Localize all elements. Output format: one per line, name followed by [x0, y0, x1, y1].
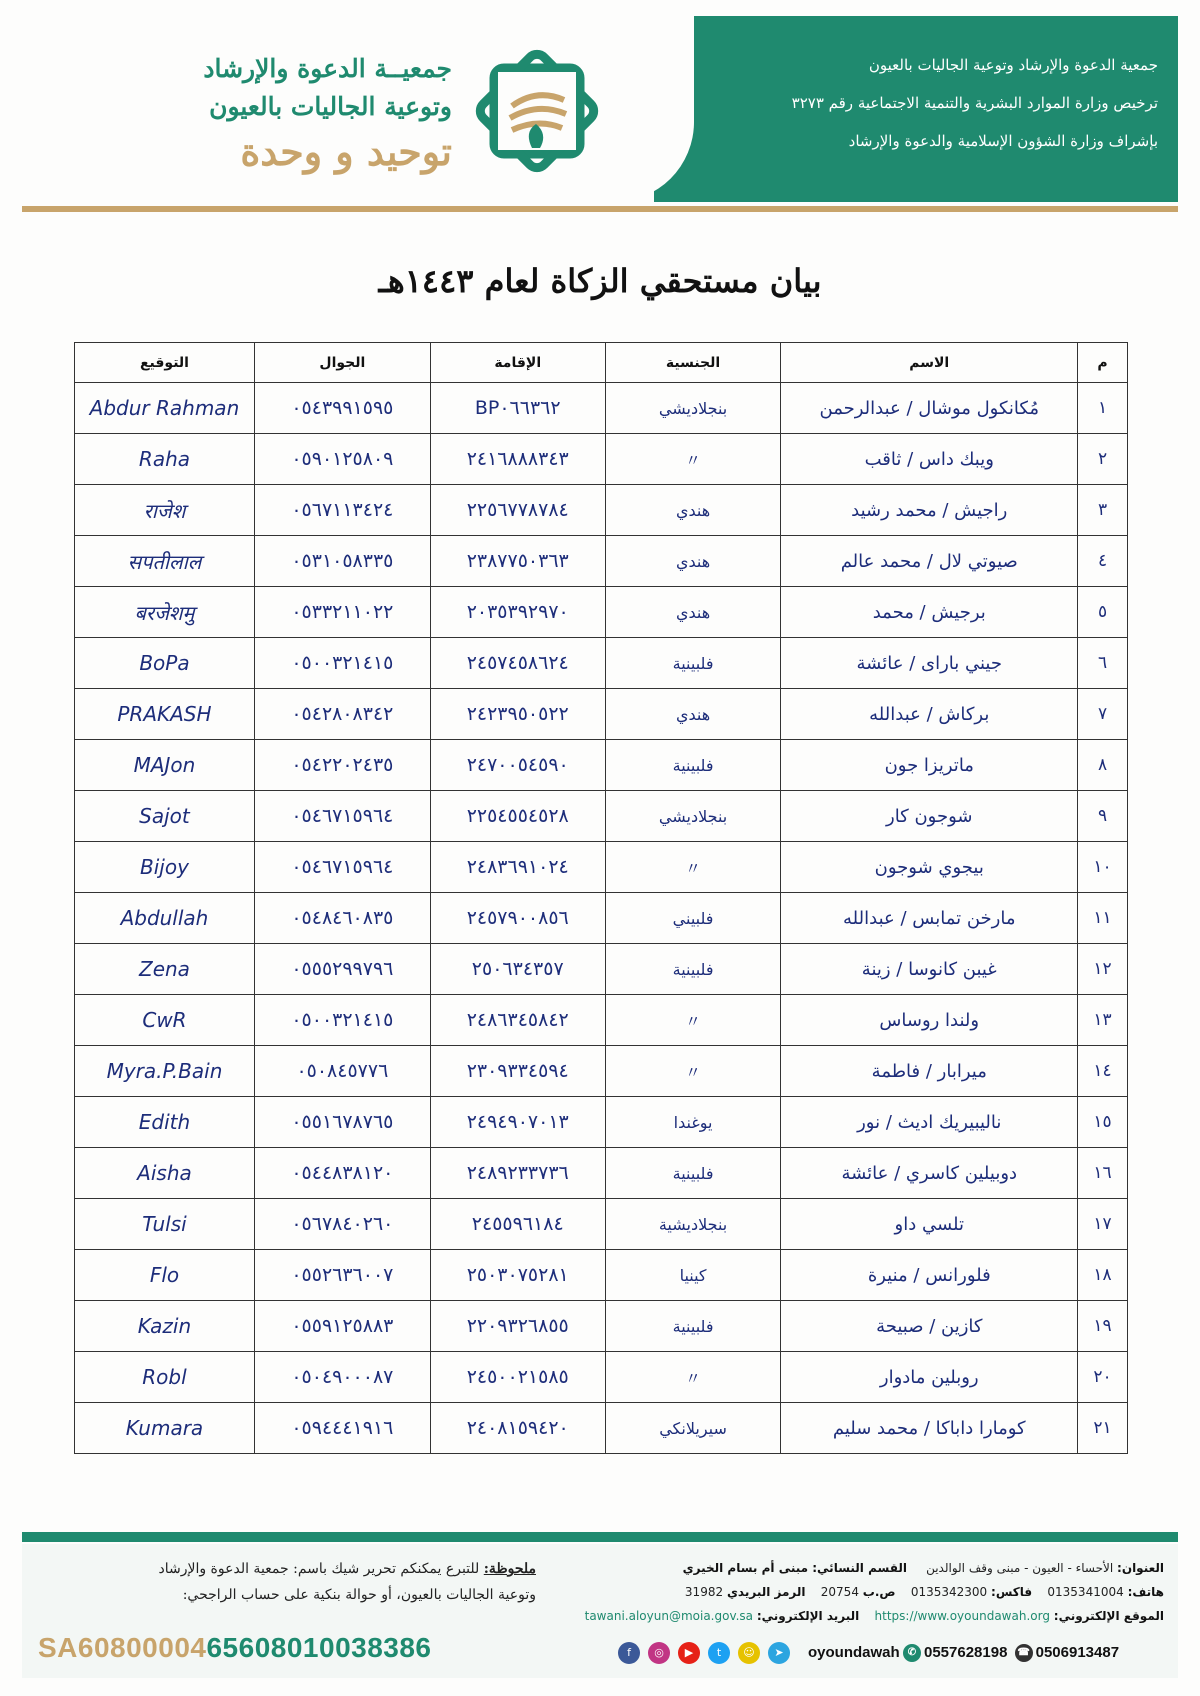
nationality: فلبينية	[605, 1148, 781, 1199]
nationality: بنجلاديشي	[605, 383, 781, 434]
address-text: الأحساء - العيون - مبنى وقف الوالدين	[926, 1561, 1114, 1575]
table-row	[75, 1250, 1128, 1301]
iqama-number: ٢٣٨٧٧٥٠٣٦٣	[430, 536, 605, 587]
footer-address-line	[584, 1556, 1164, 1580]
table-row	[75, 1046, 1128, 1097]
row-number: ٢	[1078, 434, 1128, 485]
row-number: ١٢	[1078, 944, 1128, 995]
mobile-number: ٠٥٤٦٧١٥٩٦٤	[254, 791, 430, 842]
iqama-number: ٢٤٨٣٦٩١٠٢٤	[430, 842, 605, 893]
note-text-2: وتوعية الجاليات بالعيون، أو حوالة بنكية على حساب الراجحي:	[182, 1587, 536, 1603]
iqama-number: ٢٢٥٤٥٥٤٥٢٨	[430, 791, 605, 842]
signature: CwR	[75, 995, 255, 1046]
signature: Myra.P.Bain	[75, 1046, 255, 1097]
instagram-icon[interactable]: ◎	[648, 1642, 670, 1664]
signature: सपतीलाल	[75, 536, 255, 587]
website-label: الموقع الإلكتروني:	[1053, 1609, 1164, 1623]
mobile-number: ٠٥٠٤٩٠٠٠٨٧	[254, 1352, 430, 1403]
mobile-number: ٠٥٣٣٢١١٠٢٢	[254, 587, 430, 638]
beneficiary-name: برجيش / محمد	[781, 587, 1078, 638]
mobile-number: ٠٥٠٠٣٢١٤١٥	[254, 995, 430, 1046]
beneficiary-name: صيوتي لال / محمد عالم	[781, 536, 1078, 587]
iqama-number: ٢٤٧٠٠٥٤٥٩٠	[430, 740, 605, 791]
table-row	[75, 1148, 1128, 1199]
col-header-signature: التوقيع	[75, 343, 255, 383]
row-number: ١٧	[1078, 1199, 1128, 1250]
row-number: ١٥	[1078, 1097, 1128, 1148]
table-row	[75, 689, 1128, 740]
nationality: هندي	[605, 485, 781, 536]
table-row	[75, 1403, 1128, 1454]
pobox-number: 20754	[820, 1585, 859, 1599]
signature: Tulsi	[75, 1199, 255, 1250]
beneficiary-name: شوجون كار	[781, 791, 1078, 842]
table-row	[75, 791, 1128, 842]
nationality: بنجلاديشي	[605, 791, 781, 842]
mobile-number: ٠٥٤٢٨٠٨٣٤٢	[254, 689, 430, 740]
row-number: ١٣	[1078, 995, 1128, 1046]
iqama-number: ٢٤٥٧٩٠٠٨٥٦	[430, 893, 605, 944]
iqama-number: BP٠٦٦٣٦٢	[430, 383, 605, 434]
beneficiary-name: بركاش / عبدالله	[781, 689, 1078, 740]
mobile-number: ٠٥٠٠٣٢١٤١٥	[254, 638, 430, 689]
mobile-number: ٠٥٤٨٤٦٠٨٣٥	[254, 893, 430, 944]
nationality: فلبينية	[605, 638, 781, 689]
mobile-number: ٠٥٩٤٤٤١٩١٦	[254, 1403, 430, 1454]
row-number: ١	[1078, 383, 1128, 434]
org-slogan: توحيد و وحدة	[240, 129, 452, 174]
nationality: بنجلاديشية	[605, 1199, 781, 1250]
nationality: هندي	[605, 587, 781, 638]
signature: MAJon	[75, 740, 255, 791]
col-header-name: الاسم	[781, 343, 1078, 383]
letterhead-registration-text	[728, 46, 1158, 160]
mobile-number: ٠٥٥٥٢٩٩٧٩٦	[254, 944, 430, 995]
iqama-number: ٢٤٩٤٩٠٧٠١٣	[430, 1097, 605, 1148]
table-row	[75, 1352, 1128, 1403]
iqama-number: ٢٤٥٠٠٢١٥٨٥	[430, 1352, 605, 1403]
mobile-number-1: 0506913487	[1035, 1644, 1120, 1661]
mobile-number: ٠٥٥٢٦٣٦٠٠٧	[254, 1250, 430, 1301]
beneficiary-name: كازين / صبيحة	[781, 1301, 1078, 1352]
letterhead	[22, 16, 1178, 202]
facebook-icon[interactable]: f	[618, 1642, 640, 1664]
beneficiary-name: تلسي داو	[781, 1199, 1078, 1250]
beneficiary-name: دوبيلين كاسري / عائشة	[781, 1148, 1078, 1199]
beneficiary-name: كومارا داباكا / محمد سليم	[781, 1403, 1078, 1454]
beneficiary-name: روبلين مادوار	[781, 1352, 1078, 1403]
mobile-number: ٠٥٥١٦٧٨٧٦٥	[254, 1097, 430, 1148]
beneficiaries-table	[74, 342, 1128, 1454]
donation-note-line-1	[36, 1556, 536, 1582]
org-logo-icon	[462, 36, 612, 186]
mobile-number: ٠٥٦٧٨٤٠٢٦٠	[254, 1199, 430, 1250]
mobile-number: ٠٥٣١٠٥٨٣٣٥	[254, 536, 430, 587]
nationality: فلبينية	[605, 740, 781, 791]
iqama-number: ٢٤١٦٨٨٨٣٤٣	[430, 434, 605, 485]
footer-donation-note	[36, 1556, 536, 1608]
table-row	[75, 1097, 1128, 1148]
mobile-number: ٠٥٤٣٩٩١٥٩٥	[254, 383, 430, 434]
footer-contact-block	[584, 1556, 1164, 1628]
signature: BoPa	[75, 638, 255, 689]
fax-label: فاكس:	[991, 1585, 1033, 1599]
row-number: ٦	[1078, 638, 1128, 689]
signature: Aisha	[75, 1148, 255, 1199]
twitter-icon[interactable]: t	[708, 1642, 730, 1664]
nationality: سيريلانكي	[605, 1403, 781, 1454]
beneficiary-name: جيني باراى / عائشة	[781, 638, 1078, 689]
table-row	[75, 434, 1128, 485]
signature: Abdullah	[75, 893, 255, 944]
email-label: البريد الإلكتروني:	[756, 1609, 860, 1623]
social-icons	[618, 1642, 790, 1664]
phone-icon: ☎	[1015, 1644, 1033, 1662]
signature: Raha	[75, 434, 255, 485]
iqama-number: ٢٠٣٥٣٩٢٩٧٠	[430, 587, 605, 638]
mobile-number: ٠٥٠٨٤٥٧٧٦	[254, 1046, 430, 1097]
row-number: ١٠	[1078, 842, 1128, 893]
table-row	[75, 383, 1128, 434]
table-row	[75, 740, 1128, 791]
mobile-number: ٠٥٦٧١١٣٤٢٤	[254, 485, 430, 536]
iqama-number: ٢٣٠٩٣٣٤٥٩٤	[430, 1046, 605, 1097]
mobile-number: ٠٥٤٢٢٠٢٤٣٥	[254, 740, 430, 791]
row-number: ١٩	[1078, 1301, 1128, 1352]
row-number: ٤	[1078, 536, 1128, 587]
signature: PRAKASH	[75, 689, 255, 740]
org-title	[152, 50, 452, 178]
signature: Sajot	[75, 791, 255, 842]
signature: राजेश	[75, 485, 255, 536]
social-handle: oyoundawah	[808, 1644, 900, 1661]
beneficiary-name: فلورانس / منيرة	[781, 1250, 1078, 1301]
nationality: فلبيني	[605, 893, 781, 944]
row-number: ١٨	[1078, 1250, 1128, 1301]
table-header-row	[75, 343, 1128, 383]
row-number: ١١	[1078, 893, 1128, 944]
mobile-number: ٠٥٤٤٨٣٨١٢٠	[254, 1148, 430, 1199]
beneficiary-name: راجيش / محمد رشيد	[781, 485, 1078, 536]
iqama-number: ٢٤٥٥٩٦١٨٤	[430, 1199, 605, 1250]
col-header-nationality: الجنسية	[605, 343, 781, 383]
phone-number: 0135341004	[1047, 1585, 1124, 1599]
note-label: ملحوظة:	[483, 1561, 536, 1577]
letterhead-gold-strip	[22, 206, 1178, 212]
beneficiary-name: ميرابار / فاطمة	[781, 1046, 1078, 1097]
footer-mobiles	[900, 1644, 1119, 1662]
iqama-number: ٢٤٨٦٣٤٥٨٤٢	[430, 995, 605, 1046]
row-number: ٩	[1078, 791, 1128, 842]
email-link[interactable]: tawani.aloyun@moia.gov.sa	[584, 1609, 754, 1623]
signature: Robl	[75, 1352, 255, 1403]
iqama-number: ٢٤٠٨١٥٩٤٢٠	[430, 1403, 605, 1454]
signature: Bijoy	[75, 842, 255, 893]
table-row	[75, 1301, 1128, 1352]
note-text-1: للتبرع يمكنكم تحرير شيك باسم: جمعية الدعوة والإرشاد	[158, 1561, 480, 1577]
nationality: كينيا	[605, 1250, 781, 1301]
beneficiary-name: بيجوي شوجون	[781, 842, 1078, 893]
iqama-number: ٢٢٠٩٣٢٦٨٥٥	[430, 1301, 605, 1352]
row-number: ٢١	[1078, 1403, 1128, 1454]
postal-code: 31982	[684, 1585, 724, 1599]
postal-label: الرمز البريدي	[726, 1585, 806, 1599]
table-row	[75, 944, 1128, 995]
snapchat-icon[interactable]: ☺	[738, 1642, 760, 1664]
page-footer	[22, 1532, 1178, 1678]
signature: Kumara	[75, 1403, 255, 1454]
col-header-iqama: الإقامة	[430, 343, 605, 383]
signature: Abdur Rahman	[75, 383, 255, 434]
beneficiary-name: مارخن تمابس / عبدالله	[781, 893, 1078, 944]
footer-green-bar	[22, 1532, 1178, 1542]
beneficiary-name: ويبك داس / ثاقب	[781, 434, 1078, 485]
phone-label: هاتف:	[1127, 1585, 1164, 1599]
col-header-no: م	[1078, 343, 1128, 383]
signature: बरजेशमु	[75, 587, 255, 638]
org-name-line-2: وتوعية الجاليات بالعيون	[209, 92, 452, 121]
beneficiary-name: ناليبيريك اديث / نور	[781, 1097, 1078, 1148]
row-number: ٢٠	[1078, 1352, 1128, 1403]
row-number: ١٦	[1078, 1148, 1128, 1199]
nationality: 〃	[605, 1352, 781, 1403]
table-row	[75, 842, 1128, 893]
signature: Kazin	[75, 1301, 255, 1352]
registration-line-1: جمعية الدعوة والإرشاد وتوعية الجاليات بالعيون	[868, 56, 1158, 74]
iqama-number: ٢٢٥٦٧٧٨٧٨٤	[430, 485, 605, 536]
beneficiary-name: غيبن كانوسا / زينة	[781, 944, 1078, 995]
iqama-number: ٢٥٠٦٣٤٣٥٧	[430, 944, 605, 995]
youtube-icon[interactable]: ▶	[678, 1642, 700, 1664]
registration-line-2: ترخيص وزارة الموارد البشرية والتنمية الاجتماعية رقم ٣٢٧٣	[791, 94, 1158, 112]
nationality: فلبينية	[605, 944, 781, 995]
iqama-number: ٢٥٠٣٠٧٥٢٨١	[430, 1250, 605, 1301]
org-name-line-1: جمعيــة الدعوة والإرشاد	[203, 54, 452, 83]
mobile-number: ٠٥٥٩١٢٥٨٨٣	[254, 1301, 430, 1352]
nationality: 〃	[605, 1046, 781, 1097]
mobile-number: ٠٥٤٦٧١٥٩٦٤	[254, 842, 430, 893]
beneficiary-name: ماتريزا جون	[781, 740, 1078, 791]
table-row	[75, 1199, 1128, 1250]
registration-line-3: بإشراف وزارة الشؤون الإسلامية والدعوة والإرشاد	[848, 132, 1158, 150]
signature: Flo	[75, 1250, 255, 1301]
nationality: هندي	[605, 536, 781, 587]
nationality: يوغندا	[605, 1097, 781, 1148]
nationality: هندي	[605, 689, 781, 740]
row-number: ٣	[1078, 485, 1128, 536]
mobile-number: ٠٥٩٠١٢٥٨٠٩	[254, 434, 430, 485]
document-title: بيان مستحقي الزكاة لعام ١٤٤٣هـ	[378, 262, 822, 300]
row-number: ٨	[1078, 740, 1128, 791]
whatsapp-icon: ✆	[903, 1644, 921, 1662]
table-row	[75, 587, 1128, 638]
table-row	[75, 893, 1128, 944]
table-row	[75, 995, 1128, 1046]
iban-part-a: SA60800004	[38, 1632, 207, 1663]
footer-phone-line	[584, 1580, 1164, 1604]
nationality: 〃	[605, 434, 781, 485]
nationality: 〃	[605, 842, 781, 893]
table-row	[75, 485, 1128, 536]
iqama-number: ٢٤٨٩٢٣٣٧٣٦	[430, 1148, 605, 1199]
table-row	[75, 536, 1128, 587]
iban-part-b: 65608010038386	[206, 1632, 432, 1663]
table-body	[75, 383, 1128, 1454]
row-number: ٥	[1078, 587, 1128, 638]
nationality: فلبينية	[605, 1301, 781, 1352]
telegram-icon[interactable]: ➤	[768, 1642, 790, 1664]
pobox-label: ص.ب	[862, 1585, 896, 1599]
signature: Zena	[75, 944, 255, 995]
row-number: ١٤	[1078, 1046, 1128, 1097]
beneficiary-name: ولندا روساس	[781, 995, 1078, 1046]
beneficiary-name: مُكانكول موشال / عبدالرحمن	[781, 383, 1078, 434]
bank-iban	[38, 1632, 432, 1664]
row-number: ٧	[1078, 689, 1128, 740]
website-link[interactable]: https://www.oyoundawah.org	[874, 1609, 1050, 1623]
table-row	[75, 638, 1128, 689]
signature: Edith	[75, 1097, 255, 1148]
nationality: 〃	[605, 995, 781, 1046]
footer-web-line	[584, 1604, 1164, 1628]
mobile-number-2: 0557628198	[924, 1644, 1008, 1661]
iqama-number: ٢٤٥٧٤٥٨٦٢٤	[430, 638, 605, 689]
fax-number: 0135342300	[910, 1585, 988, 1599]
address-label: العنوان:	[1117, 1561, 1164, 1575]
women-dept-text: القسم النسائي: مبنى أم بسام الخيري	[682, 1561, 907, 1575]
col-header-mobile: الجوال	[254, 343, 430, 383]
iqama-number: ٢٤٢٣٩٥٠٥٢٢	[430, 689, 605, 740]
